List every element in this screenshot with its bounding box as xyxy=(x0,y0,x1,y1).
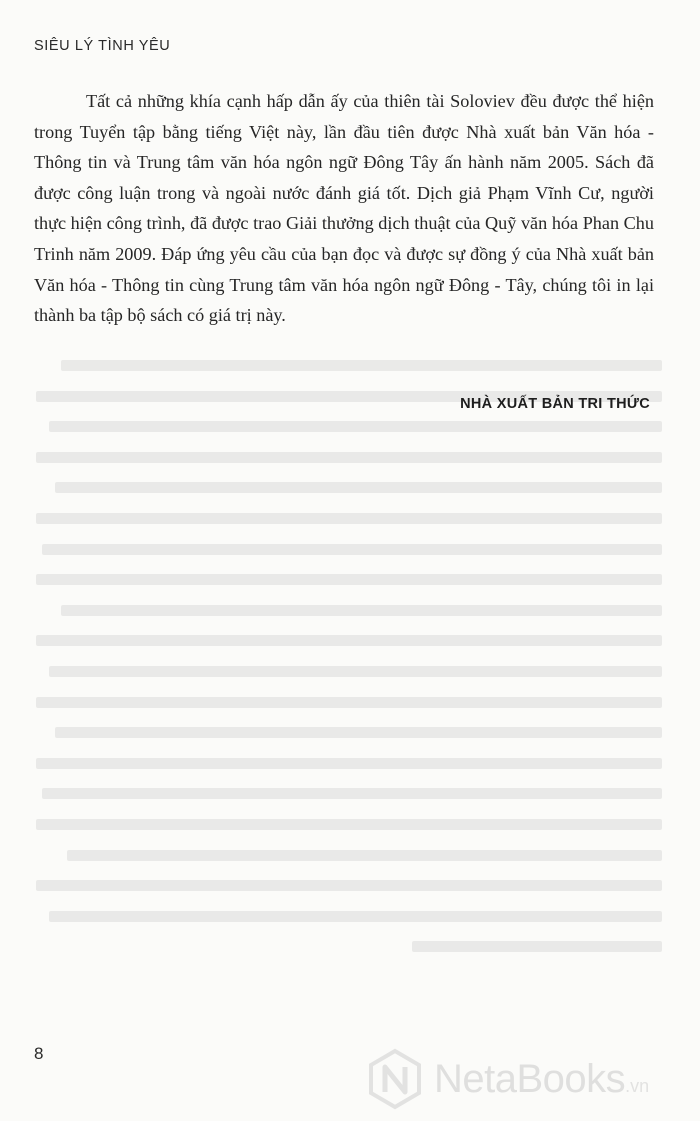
running-header: SIÊU LÝ TÌNH YÊU xyxy=(34,38,171,54)
watermark-suffix: .vn xyxy=(625,1076,650,1096)
publisher-signature: NHÀ XUẤT BẢN TRI THỨC xyxy=(460,396,650,412)
netabooks-logo-icon xyxy=(364,1048,426,1110)
watermark xyxy=(364,1046,694,1112)
watermark-text xyxy=(434,1059,649,1099)
body-paragraph: Tất cả những khía cạnh hấp dẫn ấy của thiên tài Soloviev đều được thể hiện trong Tuyển tập bằng tiếng Việt này, lần đầu tiên được Nhà xuất bản Văn hóa - Thông tin và Trung tâm văn hóa ngôn ngữ Đông Tây ấn hành năm 2005. Sách đã được công luận trong và ngoài nước đánh giá tốt. Dịch giả Phạm Vĩnh Cư, người thực hiện công trình, đã được trao Giải thưởng dịch thuật của Quỹ văn hóa Phan Chu Trinh năm 2009. Đáp ứng yêu cầu của bạn đọc và được sự đồng ý của Nhà xuất bản Văn hóa - Thông tin cùng Trung tâm văn hóa ngôn ngữ Đông - Tây, chúng tôi in lại thành ba tập bộ sách có giá trị này. xyxy=(34,91,654,326)
watermark-brand: NetaBooks xyxy=(434,1057,626,1101)
page-number: 8 xyxy=(34,1044,44,1063)
